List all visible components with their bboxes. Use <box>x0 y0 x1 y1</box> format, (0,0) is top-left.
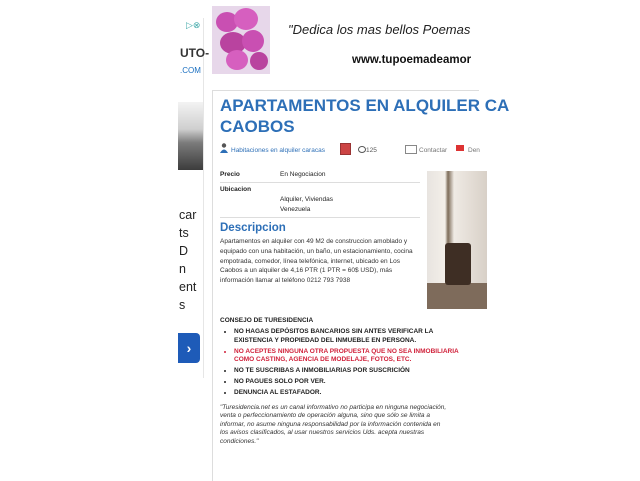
description-text: Apartamentos en alquiler con 49 M2 de construccion amoblado y equipado con una habitación, un baño, un estacionamiento, cocina empotrada, comedor, línea telefónica, internet, ubicado en Los Caobos a un alquiler de 4,16 PTR (1 PTR = 60$ USD), más información llamar al teléfono 0212 793 7938 <box>220 238 413 285</box>
price-label: Precio <box>220 171 240 178</box>
contact-link[interactable]: Contactar <box>419 147 448 154</box>
listing-card <box>212 90 510 481</box>
banner-slogan: "Dedica los mas bellos Poemas <box>288 22 471 37</box>
price-value: En Negociacion <box>280 171 326 178</box>
flowers-image <box>212 6 270 74</box>
disclaimer-note: "Turesidencia.net es un canal informativo no participa en ninguna negociación, venta o perfeccionamiento de operación alguna, sino que sólo se limita a informar, no asume ninguna responsabilidad por la información contenida en los avisos clasificados, al usar nuestros servicios Uds. acepta nuestras condiciones." <box>220 403 447 445</box>
views-count: 125 <box>366 147 377 154</box>
advice-heading: CONSEJO DE TURESIDENCIA <box>220 317 314 324</box>
advice-item: • NO TE SUSCRIBAS A INMOBILIARIAS POR SUSCRICIÓN <box>234 367 470 376</box>
calendar-icon <box>340 143 351 155</box>
description-heading: Descripcion <box>220 222 286 234</box>
ad-text: car ts D n ent s <box>179 208 197 312</box>
advice-item: • NO PAGUES SOLO POR VER. <box>234 378 470 387</box>
views-icon <box>358 146 366 153</box>
report-link[interactable]: Den <box>468 147 480 154</box>
ad-domain-text: UTO- <box>180 46 210 60</box>
ad-domain-suffix: .COM <box>180 66 201 75</box>
category-link[interactable]: Habitaciones en alquiler caracas <box>231 147 325 154</box>
field-divider <box>220 182 420 183</box>
page-frame <box>178 0 510 480</box>
banner-url[interactable]: www.tupoemadeamor <box>352 54 472 66</box>
photo-chair <box>445 243 471 285</box>
side-advertisement[interactable] <box>178 18 210 378</box>
mail-icon[interactable] <box>405 145 417 154</box>
person-icon <box>220 143 228 153</box>
ad-next-button[interactable]: › <box>178 333 200 363</box>
field-divider <box>220 217 420 218</box>
photo-floor <box>427 283 487 309</box>
advice-list <box>220 328 470 398</box>
location-value: Alquiler, Viviendas <box>280 196 333 203</box>
flag-icon[interactable] <box>456 145 464 151</box>
listing-title-line2: CAOBOS <box>220 117 295 136</box>
ad-close-icon[interactable]: ▷⊗ <box>186 20 201 30</box>
advice-item: • NO HAGAS DEPÓSITOS BANCARIOS SIN ANTES VERIFICAR LA EXISTENCIA Y PROPIEDAD DEL INMUEBLE EN PERSONA. <box>234 328 470 345</box>
location-country: Venezuela <box>280 206 311 213</box>
poem-banner-ad[interactable] <box>212 4 478 74</box>
listing-title <box>220 95 520 137</box>
advice-item-warning: • NO ACEPTES NINGUNA OTRA PROPUESTA QUE NO SEA INMOBILIARIA COMO CASTING, AGENCIA DE MODELAJE, FOTOS, ETC. <box>234 348 470 365</box>
safety-advice <box>220 317 470 446</box>
listing-title-line1: APARTAMENTOS EN ALQUILER CA <box>220 96 510 115</box>
ad-car-image <box>178 102 203 170</box>
location-label: Ubicacion <box>220 186 252 193</box>
listing-meta-bar <box>220 143 480 157</box>
apartment-photo[interactable] <box>427 171 487 309</box>
advice-item: • DENUNCIA AL ESTAFADOR. <box>234 389 470 398</box>
